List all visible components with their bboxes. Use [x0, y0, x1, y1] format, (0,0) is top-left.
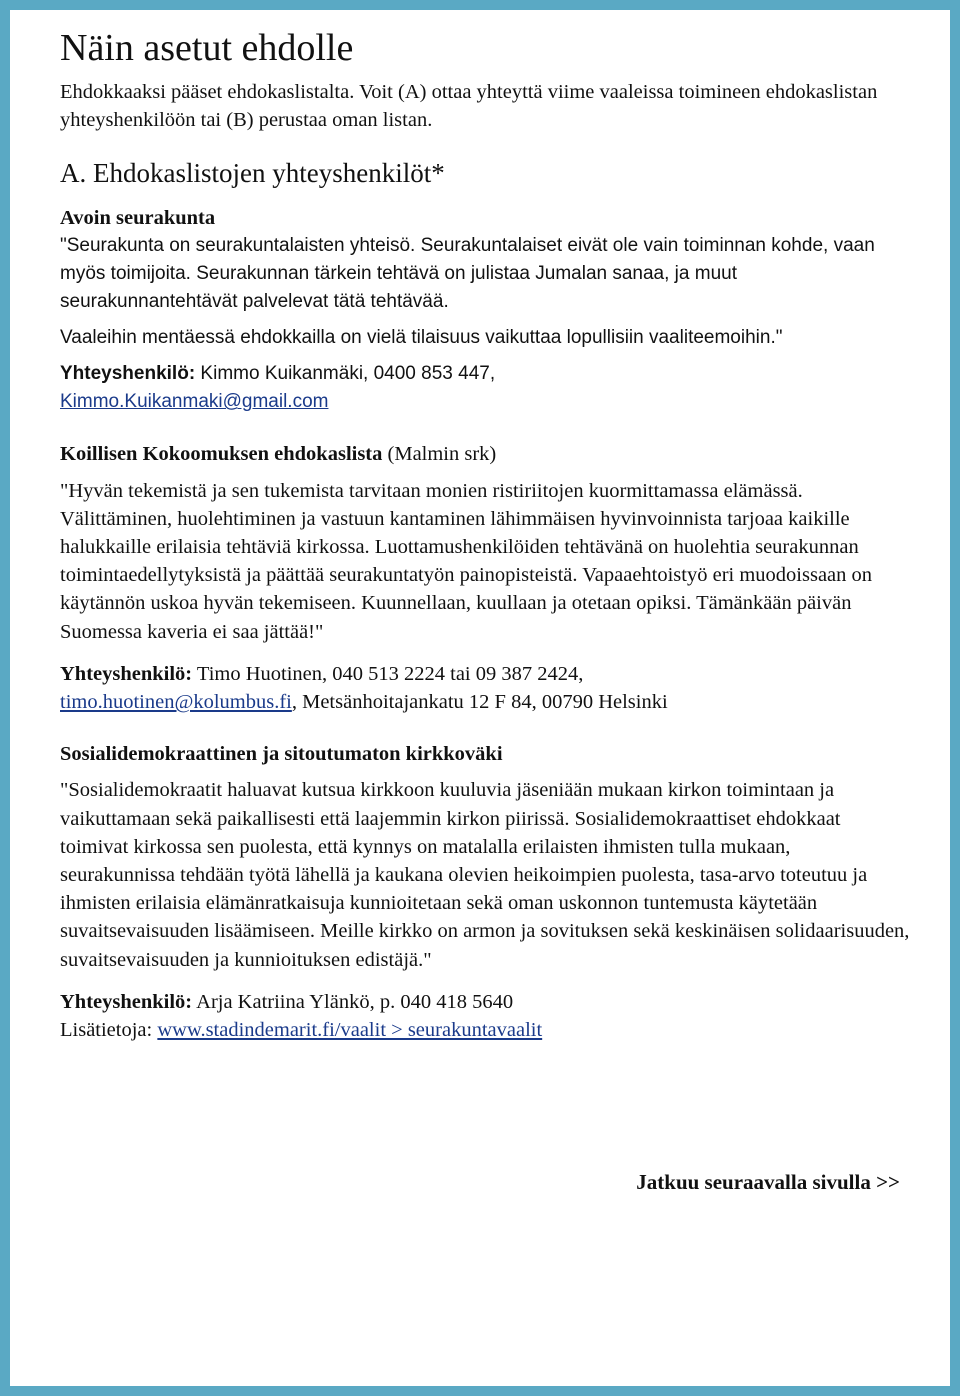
contact-line: [60, 988, 910, 1044]
group-title: Sosialidemokraattinen ja sitoutumaton kirkkoväki: [60, 743, 503, 766]
group-paragraph: "Sosialidemokraatit haluavat kutsua kirkkoon kuuluvia jäseniään mukaan kirkon toimintaan ja vaikuttamaan sekä paikallisesti että laajemmin kirkon piirissä. Sosialidemokraattiset ehdokkaat toimivat kirkossa sen puolesta, että kynnys on matalalla erilaisten ihmisten tulla mukaan, seurakunnissa tehdään työtä lähellä ja kaukana olevien heikoimpien puolesta, tasa-arvo toteutuu ja ihmisten erilaisia elämänratkaisuja kunnioitetaan sekä oman uskonnon tuntemusta käytetään suvaitsevaisuuden lisäämiseen. Meille kirkko on armon ja sovituksen sekä keskinäisen solidaarisuuden, suvaitsevaisuuden ja kunnioituksen edistäjä.": [60, 779, 910, 971]
page-title: Näin asetut ehdolle: [60, 27, 354, 69]
contact-email-link[interactable]: Kimmo.Kuikanmaki@gmail.com: [60, 391, 329, 413]
document-body: [60, 22, 910, 1044]
contact-text: Timo Huotinen, 040 513 2224 tai 09 387 2424,: [192, 662, 584, 685]
section-a-title: A. Ehdokaslistojen yhteyshenkilöt*: [60, 158, 445, 189]
contact-address: , Metsänhoitajankatu 12 F 84, 00790 Helsinki: [291, 691, 668, 714]
intro-text: Ehdokkaaksi pääset ehdokaslistalta. Voit (A) ottaa yhteyttä viime vaaleissa toimineen ehdokaslistan yhteyshenkilöön tai (B) perustaa oman listan.: [60, 81, 878, 132]
group-sosialidemokraattinen: [60, 740, 910, 1044]
more-info-label: Lisätietoja:: [60, 1019, 158, 1042]
group-title: Avoin seurakunta: [60, 207, 216, 230]
group-paragraph: "Seurakunta on seurakuntalaisten yhteisö. Seurakuntalaiset eivät ole vain toiminnan kohde, vaan myös toimijoita. Seurakunnan tärkein tehtävä on julistaa Jumalan sanaa, ja muut seurakunnantehtävät palvelevat tätä tehtävää.: [60, 235, 875, 313]
contact-line: [60, 360, 910, 416]
contact-email-link[interactable]: timo.huotinen@kolumbus.fi: [60, 691, 292, 714]
contact-text: Kimmo Kuikanmäki, 0400 853 447,: [195, 363, 496, 385]
group-paragraph: "Hyvän tekemistä ja sen tukemista tarvitaan monien ristiriitojen kuormittamassa elämässä. Välittäminen, huolehtiminen ja vastuun kantaminen lähimmäisen hyvinvoinnista tarjoaa kaikille halukkaille erilaisia tehtäviä kirkossa. Luottamushenkilöiden tehtävänä on huolehtia seurakunnan toimintaedellytyksistä ja päättää seurakuntatyön painopisteistä. Vapaaehtoistyö eri muodoissaan on käytännön uskoa hyvän tekemiseen. Kuunnellaan, kuullaan ja otetaan opiksi. Tämänkään päivän Suomessa kaveria ei saa jättää!": [60, 479, 873, 643]
group-title: Koillisen Kokoomuksen ehdokaslista: [60, 443, 383, 466]
group-title-suffix: (Malmin srk): [382, 443, 497, 466]
contact-label: Yhteyshenkilö:: [60, 990, 193, 1013]
group-avoin-seurakunta: [60, 204, 910, 416]
contact-text: Arja Katriina Ylänkö, p. 040 418 5640: [192, 990, 514, 1013]
contact-label: Yhteyshenkilö:: [60, 662, 193, 685]
group-paragraph: Vaaleihin mentäessä ehdokkailla on vielä tilaisuus vaikuttaa lopullisiin vaaliteemoihin.": [60, 327, 783, 349]
group-title-line: [60, 440, 910, 468]
more-info-link[interactable]: www.stadindemarit.fi/vaalit > seurakuntavaalit: [157, 1019, 543, 1042]
contact-label: Yhteyshenkilö:: [60, 363, 196, 385]
contact-line: [60, 660, 910, 716]
continue-next-page: Jatkuu seuraavalla sivulla >>: [636, 1170, 900, 1194]
group-koillisen-kokoomus: [60, 440, 910, 716]
